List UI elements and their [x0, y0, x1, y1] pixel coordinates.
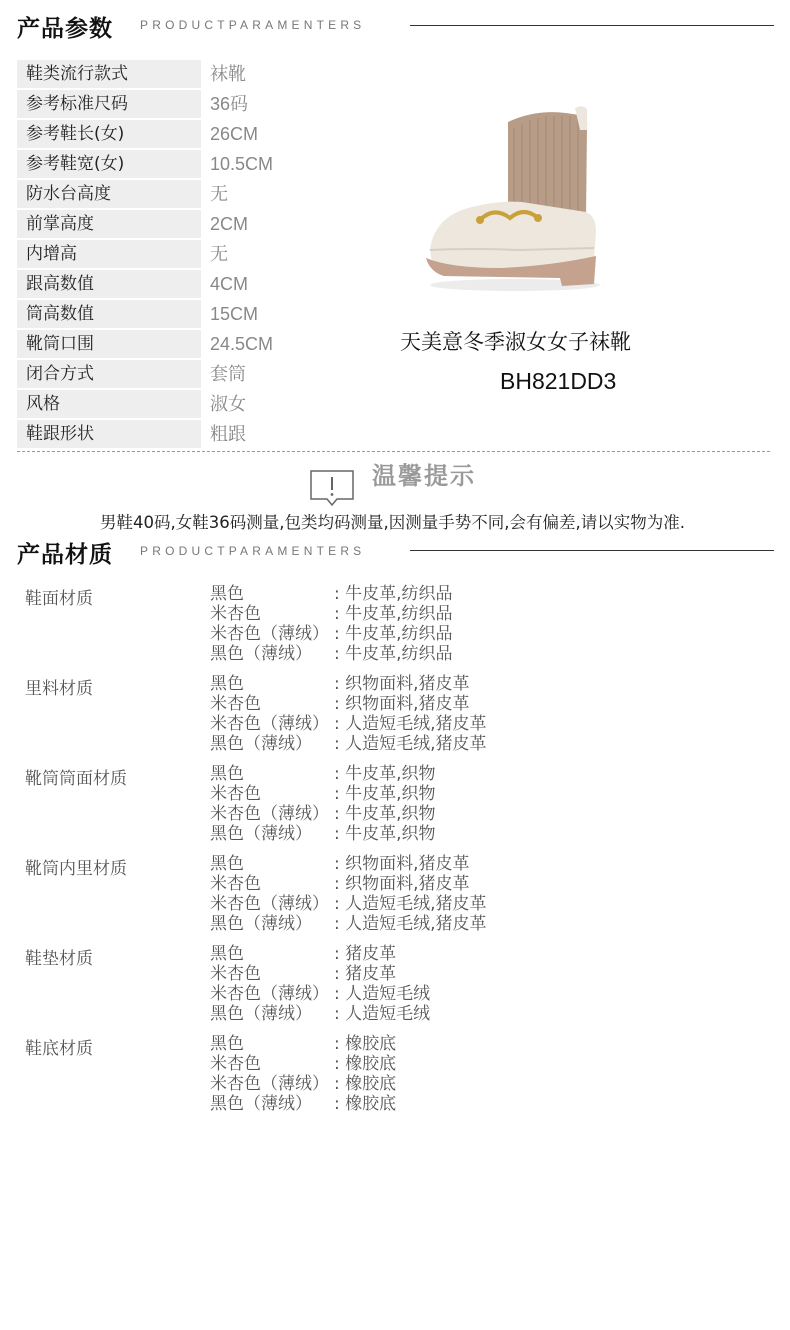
- material-color: 黑色: [210, 764, 244, 784]
- material-item: [210, 944, 750, 964]
- material-value: : 牛皮革,纺织品: [334, 644, 453, 664]
- material-color: 米杏色: [210, 604, 261, 624]
- param-label: 前掌高度: [17, 210, 201, 238]
- material-value: : 牛皮革,纺织品: [334, 604, 453, 624]
- params-section-title: 产品参数: [17, 16, 113, 42]
- material-name: 鞋垫材质: [25, 949, 93, 969]
- material-value: : 人造短毛绒,猪皮革: [334, 894, 487, 914]
- material-value: : 人造短毛绒,猪皮革: [334, 714, 487, 734]
- material-item: [210, 764, 750, 784]
- param-value: 36码: [210, 94, 249, 114]
- material-item: [210, 784, 750, 804]
- material-color: 米杏色（薄绒）: [210, 984, 329, 1004]
- param-row: [17, 330, 317, 360]
- param-row: [17, 180, 317, 210]
- tip-text: 男鞋40码,女鞋36码测量,包类均码测量,因测量手势不同,会有偏差,请以实物为准.: [100, 513, 685, 532]
- material-value: : 猪皮革: [334, 944, 397, 964]
- param-value: 10.5CM: [210, 154, 274, 174]
- material-item: [210, 694, 750, 714]
- material-item: [210, 674, 750, 694]
- material-value: : 织物面料,猪皮革: [334, 674, 470, 694]
- material-item: [210, 894, 750, 914]
- material-item: [210, 824, 750, 844]
- materials-section-title: 产品材质: [17, 542, 113, 568]
- material-item: [210, 804, 750, 824]
- material-name: 鞋底材质: [25, 1039, 93, 1059]
- material-value: : 牛皮革,纺织品: [334, 584, 453, 604]
- material-item: [210, 1074, 750, 1094]
- tip-title: 温馨提示: [372, 462, 476, 490]
- material-color: 米杏色（薄绒）: [210, 1074, 329, 1094]
- material-color: 黑色: [210, 1034, 244, 1054]
- material-item: [210, 714, 750, 734]
- material-color: 黑色（薄绒）: [210, 1004, 312, 1024]
- param-value: 26CM: [210, 124, 259, 144]
- param-row: [17, 270, 317, 300]
- param-value: 无: [210, 184, 228, 204]
- material-item: [210, 1094, 750, 1114]
- material-color: 米杏色: [210, 694, 261, 714]
- material-group: [0, 674, 790, 764]
- param-label: 闭合方式: [17, 360, 201, 388]
- material-value: : 橡胶底: [334, 1074, 397, 1094]
- material-value: : 织物面料,猪皮革: [334, 874, 470, 894]
- param-row: [17, 360, 317, 390]
- material-value: : 牛皮革,织物: [334, 764, 436, 784]
- param-value: 4CM: [210, 274, 249, 294]
- material-group: [0, 854, 790, 944]
- material-item: [210, 644, 750, 664]
- material-item: [210, 624, 750, 644]
- material-item: [210, 914, 750, 934]
- material-color: 黑色（薄绒）: [210, 824, 312, 844]
- material-name: 靴筒内里材质: [25, 859, 127, 879]
- material-name: 鞋面材质: [25, 589, 93, 609]
- param-value: 淑女: [210, 394, 246, 414]
- param-value: 无: [210, 244, 228, 264]
- param-label: 参考鞋长(女): [17, 120, 201, 148]
- material-value: : 人造短毛绒,猪皮革: [334, 914, 487, 934]
- material-color: 米杏色: [210, 1054, 261, 1074]
- materials-section-subtitle: PRODUCTPARAMENTERS: [140, 544, 366, 558]
- material-value: : 织物面料,猪皮革: [334, 694, 470, 714]
- param-value: 2CM: [210, 214, 249, 234]
- material-color: 米杏色（薄绒）: [210, 894, 329, 914]
- material-value: : 猪皮革: [334, 964, 397, 984]
- param-label: 鞋跟形状: [17, 420, 201, 448]
- material-color: 米杏色（薄绒）: [210, 804, 329, 824]
- material-item: [210, 1034, 750, 1054]
- material-color: 黑色（薄绒）: [210, 734, 312, 754]
- material-color: 米杏色: [210, 784, 261, 804]
- material-item: [210, 604, 750, 624]
- material-color: 黑色: [210, 584, 244, 604]
- materials-list: [0, 584, 790, 1124]
- param-row: [17, 240, 317, 270]
- material-value: : 人造短毛绒,猪皮革: [334, 734, 487, 754]
- material-item: [210, 734, 750, 754]
- material-value: : 牛皮革,织物: [334, 804, 436, 824]
- material-name: 里料材质: [25, 679, 93, 699]
- param-label: 跟高数值: [17, 270, 201, 298]
- material-value: : 橡胶底: [334, 1094, 397, 1114]
- material-item: [210, 964, 750, 984]
- param-row: [17, 60, 317, 90]
- param-row: [17, 150, 317, 180]
- dashed-divider: [17, 451, 770, 452]
- params-section-rule: [410, 25, 774, 26]
- material-color: 米杏色（薄绒）: [210, 624, 329, 644]
- material-value: : 牛皮革,织物: [334, 824, 436, 844]
- param-label: 风格: [17, 390, 201, 418]
- param-label: 防水台高度: [17, 180, 201, 208]
- material-value: : 橡胶底: [334, 1034, 397, 1054]
- material-color: 米杏色（薄绒）: [210, 714, 329, 734]
- material-item: [210, 1004, 750, 1024]
- param-table: [17, 60, 317, 450]
- material-item: [210, 1054, 750, 1074]
- param-value: 粗跟: [210, 424, 246, 444]
- param-row: [17, 300, 317, 330]
- product-boot-image: [410, 100, 610, 300]
- material-item: [210, 984, 750, 1004]
- exclamation-bubble-icon: [309, 469, 355, 507]
- param-label: 靴筒口围: [17, 330, 201, 358]
- material-item: [210, 874, 750, 894]
- material-color: 黑色: [210, 674, 244, 694]
- param-label: 参考标准尺码: [17, 90, 201, 118]
- material-color: 黑色: [210, 944, 244, 964]
- material-group: [0, 764, 790, 854]
- param-row: [17, 420, 317, 450]
- param-value: 套筒: [210, 364, 246, 384]
- material-item: [210, 584, 750, 604]
- material-color: 米杏色: [210, 964, 261, 984]
- param-label: 内增高: [17, 240, 201, 268]
- material-name: 靴筒筒面材质: [25, 769, 127, 789]
- materials-section-rule: [410, 550, 774, 551]
- product-code: BH821DD3: [500, 368, 617, 394]
- material-value: : 织物面料,猪皮革: [334, 854, 470, 874]
- material-color: 米杏色: [210, 874, 261, 894]
- param-row: [17, 120, 317, 150]
- param-row: [17, 210, 317, 240]
- material-color: 黑色（薄绒）: [210, 1094, 312, 1114]
- material-group: [0, 1034, 790, 1124]
- product-name: 天美意冬季淑女女子袜靴: [400, 330, 631, 354]
- param-row: [17, 390, 317, 420]
- material-group: [0, 944, 790, 1034]
- param-label: 筒高数值: [17, 300, 201, 328]
- material-value: : 橡胶底: [334, 1054, 397, 1074]
- param-value: 24.5CM: [210, 334, 274, 354]
- param-value: 15CM: [210, 304, 259, 324]
- param-label: 鞋类流行款式: [17, 60, 201, 88]
- material-color: 黑色（薄绒）: [210, 914, 312, 934]
- material-group: [0, 584, 790, 674]
- material-value: : 人造短毛绒: [334, 984, 431, 1004]
- param-row: [17, 90, 317, 120]
- material-value: : 牛皮革,纺织品: [334, 624, 453, 644]
- material-item: [210, 854, 750, 874]
- param-value: 袜靴: [210, 64, 246, 84]
- material-color: 黑色（薄绒）: [210, 644, 312, 664]
- param-label: 参考鞋宽(女): [17, 150, 201, 178]
- material-value: : 人造短毛绒: [334, 1004, 431, 1024]
- params-section-subtitle: PRODUCTPARAMENTERS: [140, 18, 366, 32]
- material-value: : 牛皮革,织物: [334, 784, 436, 804]
- material-color: 黑色: [210, 854, 244, 874]
